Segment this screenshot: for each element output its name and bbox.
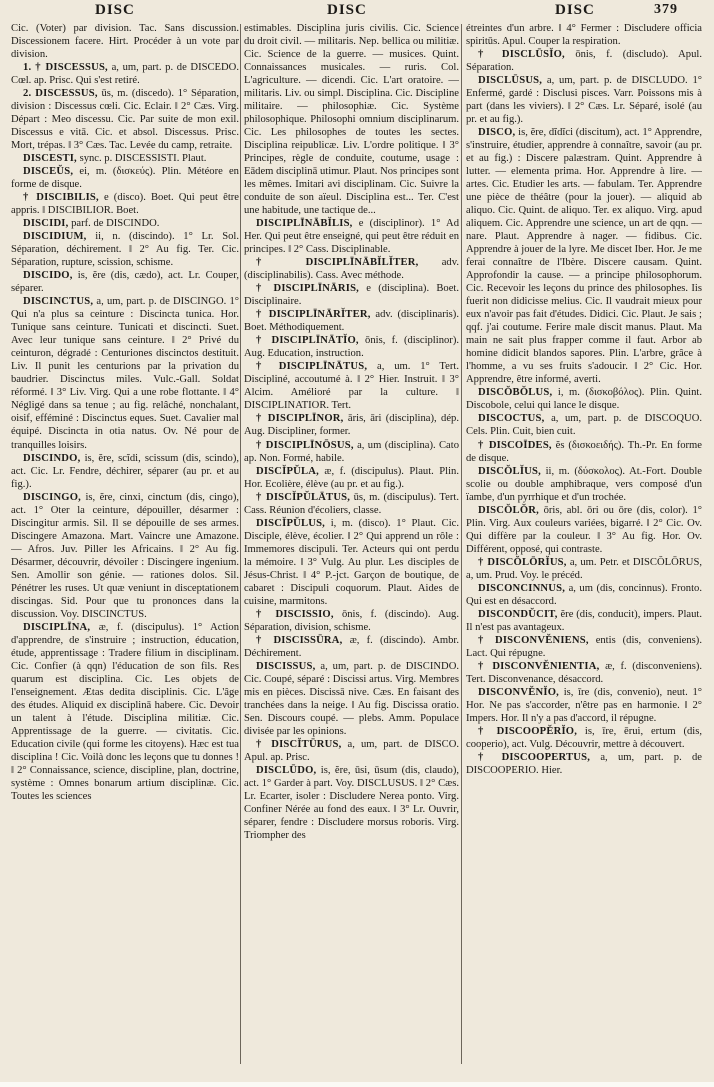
headword: DISCOCTUS, xyxy=(478,413,545,425)
running-header xyxy=(0,2,714,24)
dictionary-entry xyxy=(466,608,702,634)
definition-text: parf. de DISCINDO. xyxy=(71,218,160,230)
definition-text: e (disco). Boet. Qui peut être appris. ‖ DISCIBILIOR. Boet. xyxy=(11,192,239,217)
dictionary-entry xyxy=(244,256,459,282)
dictionary-entry xyxy=(244,412,459,438)
headword: DISCIDO, xyxy=(23,270,73,282)
definition-text: āris, āri (disciplina), dép. Aug. Discipliner, former. xyxy=(244,413,459,438)
dictionary-entry xyxy=(11,452,239,491)
headword: † DISCOOPERTUS, xyxy=(478,751,591,763)
definition-text: is, īre (dis, convenio), neut. 1° Hor. Ne pas s'accorder, n'être pas en harmonie. ‖ 2° Impers. Hor. Il n'y a pas d'accord, il répugne. xyxy=(466,686,702,724)
definition-text: is, ĕre, scĭdi, scissum (dis, scindo), act. Cic. Lr. Fendre, déchirer, séparer (au pr. et au fig.). xyxy=(11,452,239,490)
headword: 2. DISCESSUS, xyxy=(23,88,98,100)
definition-text: a, um, part. p. de DISCLUDO. 1° Enfermé, gardé : Disclusi pisces. Varr. Poissons mis à part (dans les viviers). ‖ 2° Cæs. Lr. Séparé, isolé (au pr. et au fig.). xyxy=(466,75,702,126)
definition-text: ii, m. (δύσκολος). At.-Fort. Double scolie ou double amphibraque, vers composé d'un ïambe, d'un pyrrhique et d'un trochée. xyxy=(466,465,702,503)
header-guide-center: DISC xyxy=(327,2,367,18)
headword: † DISCŎLŌRĬUS, xyxy=(478,556,567,568)
dictionary-entry xyxy=(11,491,239,621)
definition-text: is, ĕre, cinxi, cinctum (dis, cingo), act. 1° Oter la ceinture, dépouiller, désarmer : Discingitur armis. Sil. Il se dépouille de ses armes. Discingere Amazona. Mart. Vaincre une Amazone. — Afros. Juv. Piller les Africains. ‖ 2° Au fig. Désarmer, découvrir, dévoiler : Discingere ingenium. Sen. Amollir son génie. — rationes dolos. Sil. Pénétrer les ruses. Ut quæ veniunt in disceptationem discingas. Sid. Pour que tu prononces dans la discussion. Voy. DISCINCTUS. xyxy=(11,491,239,620)
headword: DISCONDŬCIT, xyxy=(478,608,558,620)
headword: † DISCĬPŬLĀTUS, xyxy=(256,491,351,503)
headword: † DISCONVĔNIENTIA, xyxy=(478,660,600,672)
headword: DISCINCTUS, xyxy=(23,296,94,308)
definition-text: is, ĕre, dĭdĭci (discitum), act. 1° Apprendre, s'instruire, étudier, apprendre à connaître, savoir (au pr. et au fig.) : Discere palæstram. Quint. Apprendre à lutter. — elementa prima. Hor. Apprendre à lire. — artes. Cic. Etudier les arts. — fabulam. Ter. Apprendre une pièce de théâtre (pour la jouer). — aliquid ab aliquo. Cic. Quint. de aliquo. Ter. ex aliquo. Virg. apud aliquem. Cic. Apprendre une science, un art de qqn. — nare. Plaut. Apprendre à nager. — fidibus. Cic. Apprendre à jouer de la lyre. Me discet Iber. Hor. Je me ferai connaître de l'Ibère. Discere causam. Quint. Approfondir la cause. — a principe philosophorum. Cic. Recevoir les leçons du prince des philosophes. Iis fuerit non didicisse melius. Cic. Il vaudrait mieux pour eux n'avoir pas fait d'études. Didici. Cic. Plaut. Je sais ; qqf. j'ai coutume. Ferire male discit manus. Plaut. Ma main ne sait plus frapper comme il faut. Arbor ab homine didicit blandos sapores. Plin. L'arbre, grâce à l'homme, a vu ses fruits s'adoucir. ‖ 2° Cic. Hor. Apprendre, être informé, averti. xyxy=(466,127,702,386)
definition-text: ōris, abl. ōri ou ōre (dis, color). 1° Plin. Virg. Aux couleurs variées, bigarré. ‖ 2° Cic. Ov. Qui diffère par la couleur. ‖ 3° Au fig. Hor. Ov. Différent, opposé, qui contraste. xyxy=(466,504,702,555)
headword: DISCIPLĪNĀBĬLIS, xyxy=(256,218,353,230)
definition-text: is, ĕre (dis, cædo), act. Lr. Couper, séparer. xyxy=(11,270,239,295)
dictionary-entry xyxy=(11,295,239,451)
definition-text: a, um, part. de DISCO. Apul. ap. Prisc. xyxy=(244,738,459,763)
definition-text: a, um, part. p. de DISCEDO. Cœl. ap. Prisc. Qui s'est retiré. xyxy=(11,62,239,87)
headword: DISCĬPŬLA, xyxy=(256,465,319,477)
dictionary-entry xyxy=(244,439,459,465)
definition-text: a, um. Petr. et DISCŎLŌRUS, a, um. Prud. Voy. le précéd. xyxy=(466,556,702,581)
definition-text: ĕs (δισκοειδής). Th.-Pr. En forme de disque. xyxy=(466,439,702,464)
entry-continued xyxy=(11,22,239,61)
definition-text: estimables. Disciplina juris civilis. Cic. Science du droit civil. — militaris. Nep. bellica ou militiæ. Cic. Science de la guerre. — musices. Quint. Connaissances musicales. — ruris. Col. L'agriculture. — dicendi. Cic. L'art oratoire. — militaris. Liv. ou simpl. Disciplina. Cic. Discipline militaire. — philosophiæ. Cic. Système philosophique. Philosophi omnium disciplinarum. Cic. Les philosophes de toutes les sectes. Disciplina reipublicæ. Liv. L'ordre politique. ‖ 3° Principes, règle de conduite, coutume, usage : Eādem disciplinā utimur. Plaut. Nos principes sont les mêmes. Imitari avi disciplinam. Cic. Suivre la conduite de son aïeul. Disciplina est... Ter. C'est une habitude, une tactique de... xyxy=(244,23,459,217)
definition-text: is, ĕre, ūsi, ūsum (dis, claudo), act. 1° Garder à part. Voy. DISCLUSUS. ‖ 2° Cæs. Lr. Ecarter, isoler : Discludere Nerea ponto. Virg. Confiner Nérée au fond des eaux. ‖ 3° Lr. Ouvrir, séparer, fendre : Discludere morsus roboris. Virg. Triompher des xyxy=(244,764,459,841)
dictionary-entry xyxy=(466,386,702,412)
definition-text: étreintes d'un arbre. ‖ 4° Fermer : Discludere officia spiritūs. Apul. Couper la respiration. xyxy=(466,23,702,48)
dictionary-entry xyxy=(466,439,702,465)
dictionary-entry xyxy=(244,491,459,517)
definition-text: i, m. (disco). 1° Plaut. Cic. Disciple, élève, écolier. ‖ 2° Qui apprend un rôle : Immemores discipuli. Ter. Acteurs qui ont perdu la mémoire. ‖ 3° Vulg. Au plur. Les disciples de Jésus-Christ. ‖ 4° P.-jct. Garçon de boutique, de cabaret : Discipuli coquorum. Plaut. Aides de cuisine, marmitons. xyxy=(244,517,459,607)
dictionary-entry xyxy=(244,517,459,608)
headword: † DISCLŪSĬO, xyxy=(478,49,565,61)
headword: † DISCISSIO, xyxy=(256,608,334,620)
column-rule xyxy=(461,24,462,1064)
definition-text: Cic. (Voter) par division. Tac. Sans discussion. Discessionem facere. Hirt. Procéder à un vote par division. xyxy=(11,23,239,61)
headword: † DISCIBILIS, xyxy=(23,192,99,204)
definition-text: ōnis, f. (disciplinor). Aug. Education, instruction. xyxy=(244,335,459,360)
column-rule xyxy=(240,24,241,1064)
headword: DISCINGO, xyxy=(23,491,82,503)
headword: DISCIDI, xyxy=(23,218,69,230)
dictionary-entry xyxy=(466,751,702,777)
dictionary-entry xyxy=(244,282,459,308)
headword: DISCŎBŎLUS, xyxy=(478,387,553,399)
dictionary-entry xyxy=(466,660,702,686)
dictionary-entry xyxy=(11,621,239,803)
definition-text: ōnis, f. (discindo). Aug. Séparation, division, schisme. xyxy=(244,608,459,633)
entry-continued xyxy=(466,22,702,48)
dictionary-entry xyxy=(466,74,702,126)
dictionary-entry xyxy=(466,126,702,386)
definition-text: a, um, part. p. de DISCOQUO. Cels. Plin. Cuit, bien cuit. xyxy=(466,413,702,438)
headword: DISCISSUS, xyxy=(256,660,316,672)
dictionary-entry xyxy=(244,217,459,256)
dictionary-entry xyxy=(244,738,459,764)
column-3 xyxy=(466,22,702,1077)
dictionary-entry xyxy=(244,308,459,334)
definition-text: adv. (disciplinaris). Boet. Méthodiquement. xyxy=(244,309,459,334)
page-bottom-edge xyxy=(0,1082,714,1087)
headword: DISCIPLĪNA, xyxy=(23,621,91,633)
headword: DISCIDIUM, xyxy=(23,231,87,243)
column-2 xyxy=(244,22,459,1077)
definition-text: a, um. 1° Tert. Discipliné, accoutumé à. ‖ 2° Hier. Instruit. ‖ 3° Alcim. Amélioré par la culture. ‖ DISCIPLINATIOR. Tert. xyxy=(244,361,459,412)
dictionary-entry xyxy=(244,660,459,738)
dictionary-entry xyxy=(466,725,702,751)
definition-text: a, um, part. p. de DISCOOPERIO. Hier. xyxy=(466,751,702,776)
headword: † DISCOOPĔRĬO, xyxy=(478,725,578,737)
dictionary-entry xyxy=(466,582,702,608)
headword: † DISCIPLĪNĀRĬTER, xyxy=(256,309,371,321)
header-guide-left: DISC xyxy=(95,2,135,18)
dictionary-entry xyxy=(244,360,459,412)
definition-text: entis (dis, conveniens). Lact. Qui répugne. xyxy=(466,634,702,659)
dictionary-entry xyxy=(244,764,459,842)
definition-text: æ, f. (discipulus). 1° Action d'apprendre, de s'instruire ; instruction, éducation, étude, apprentissage : Tradere filium in disciplinam. Cic. Confier (à qqn) l'éducation de son fils. Res quarum est disciplina. Cic. Les objets de l'enseignement. Ætas dedita disciplinis. Cic. L'âge des études. Aliquid ex disciplinā habere. Cic. Devoir un talent à l'étude. Disciplina militiæ. Cic. Apprentissage de la guerre. — civitatis. Cic. Education civile (qui forme les citoyens). Hæc est tua disciplina ! Cic. Voilà donc les leçons que tu donnes ! ‖ 2° Connaissance, science, discipline, plan, doctrine, système : Omnes bonarum artium disciplinæ. Cic. Toutes les sciences xyxy=(11,621,239,802)
headword: DISCLŪSUS, xyxy=(478,75,543,87)
dictionary-entry xyxy=(466,48,702,74)
dictionary-entry xyxy=(244,608,459,634)
definition-text: adv. (disciplinabilis). Cass. Avec méthode. xyxy=(244,257,459,282)
headword: † DISCISSŪRA, xyxy=(256,634,343,646)
headword: DISCEŬS, xyxy=(23,166,74,178)
dictionary-entry xyxy=(244,634,459,660)
dictionary-entry xyxy=(244,465,459,491)
headword: DISCESTI, xyxy=(23,153,77,165)
headword: † DISCIPLĪNŌSUS, xyxy=(256,439,354,451)
headword: DISCŎLĬUS, xyxy=(478,465,541,477)
definition-text: ōnis, f. (discludo). Apul. Séparation. xyxy=(466,49,702,74)
definition-text: ei, m. (δισκεύς). Plin. Météore en forme de disque. xyxy=(11,166,239,191)
dictionary-entry xyxy=(11,165,239,191)
definition-text: ii, n. (discindo). 1° Lr. Sol. Séparation, déchirement. ‖ 2° Au fig. Ter. Cic. Séparation, rupture, scission, schisme. xyxy=(11,231,239,269)
definition-text: a, um (dis, concinnus). Fronto. Qui est en désaccord. xyxy=(466,582,702,607)
dictionary-entry xyxy=(11,230,239,269)
definition-text: æ, f. (disconveniens). Tert. Disconvenance, désaccord. xyxy=(466,660,702,685)
headword: † DISCĬTŪRUS, xyxy=(256,738,342,750)
definition-text: e (disciplinor). 1° Ad Her. Qui peut être enseigné, qui peut être réduit en principes. ‖ 2° Cass. Disciplinable. xyxy=(244,218,459,256)
header-guide-right: DISC xyxy=(555,2,595,18)
entry-continued xyxy=(244,22,459,217)
headword: † DISCIPLĪNĀTUS, xyxy=(256,361,368,373)
definition-text: a, um, part. p. de DISCINDO. Cic. Coupé, séparé : Discissi artus. Virg. Membres mis en pièces. Discissā nive. Cæs. En faisant des tranchées dans la neige. ‖ Au fig. Discissa oratio. Sen. Discours coupé. — plebs. Amm. Populace divisée par les opinions. xyxy=(244,660,459,737)
headword: DISCŎLŎR, xyxy=(478,504,539,516)
headword: DISCONCINNUS, xyxy=(478,582,566,594)
definition-text: æ, f. (discipulus). Plaut. Plin. Hor. Ecolière, élève (au pr. et au fig.). xyxy=(244,465,459,490)
headword: † DISCONVĔNIENS, xyxy=(478,634,589,646)
definition-text: ĕre (dis, conducit), impers. Plaut. Il n'est pas avantageux. xyxy=(466,608,702,633)
headword: DISCLŪDO, xyxy=(256,764,317,776)
headword: 1. † DISCESSUS, xyxy=(23,62,108,74)
definition-text: sync. p. DISCESSISTI. Plaut. xyxy=(79,153,207,165)
dictionary-entry xyxy=(466,634,702,660)
definition-text: æ, f. (discindo). Ambr. Déchirement. xyxy=(244,634,459,659)
headword: † DISCOĪDES, xyxy=(478,439,552,451)
definition-text: a, um (disciplina). Cato ap. Non. Formé, habile. xyxy=(244,439,459,464)
dictionary-entry xyxy=(466,686,702,725)
page-number: 379 xyxy=(654,2,678,17)
dictionary-entry xyxy=(11,61,239,87)
dictionary-entry xyxy=(244,334,459,360)
dictionary-entry xyxy=(466,556,702,582)
dictionary-entry xyxy=(11,191,239,217)
headword: † DISCIPLĪNĀRIS, xyxy=(256,283,360,295)
headword: DISCĬPŬLUS, xyxy=(256,517,326,529)
definition-text: e (disciplina). Boet. Disciplinaire. xyxy=(244,283,459,308)
headword: † DISCIPLĪNOR, xyxy=(256,413,344,425)
definition-text: i, m. (δισκοβόλος). Plin. Quint. Discobole, celui qui lance le disque. xyxy=(466,387,702,412)
dictionary-entry xyxy=(11,269,239,295)
headword: DISCINDO, xyxy=(23,452,81,464)
dictionary-entry xyxy=(11,152,239,165)
headword: † DISCIPLĪNĀBĬLĬTER, xyxy=(256,257,419,269)
definition-text: ūs, m. (discipulus). Tert. Cass. Réunion d'écoliers, classe. xyxy=(244,491,459,516)
dictionary-entry xyxy=(11,87,239,152)
dictionary-entry xyxy=(466,465,702,504)
dictionary-entry xyxy=(11,217,239,230)
column-1 xyxy=(11,22,239,1077)
headword: † DISCIPLĪNĀTĬO, xyxy=(256,335,359,347)
headword: DISCONVĔNĬO, xyxy=(478,686,559,698)
dictionary-entry xyxy=(466,504,702,556)
definition-text: a, um, part. p. de DISCINGO. 1° Qui n'a plus sa ceinture : Discincta tunica. Hor. Tunique sans ceinture. Tunicati et discincti. Suet. Avec leur tunique sans ceinture. ‖ 2° Privé du ceinturon, dégradé : Centuriones discinctos destituit. Liv. Il punit les centurions par la privation du baudrier. Discinctus miles. Vulc.-Gall. Soldat réformé. ‖ 3° Liv. Virg. Qui a une robe flottante. ‖ 4° Négligé dans sa tenue ; au fig. relâché, nonchalant, oisif, efféminé : Discinctus eques. Suet. Cavalier mal équipé. Discincta in otia natus. Ov. Né pour de tranquilles loisirs. xyxy=(11,296,239,451)
headword: DISCO, xyxy=(478,127,516,139)
definition-text: ūs, m. (discedo). 1° Séparation, division : Discessus cœli. Cic. Eclair. ‖ 2° Cæs. Virg. Départ : Meo discessu. Cic. Par suite de mon exil. Discessus e vitā. Cic. et absol. Discessus. Prisc. Mort, trépas. ‖ 3° Cæs. Tac. Levée du camp, retraite. xyxy=(11,88,239,152)
dictionary-entry xyxy=(466,412,702,438)
definition-text: is, īre, ērui, ertum (dis, cooperio), act. Vulg. Découvrir, mettre à découvert. xyxy=(466,725,702,750)
